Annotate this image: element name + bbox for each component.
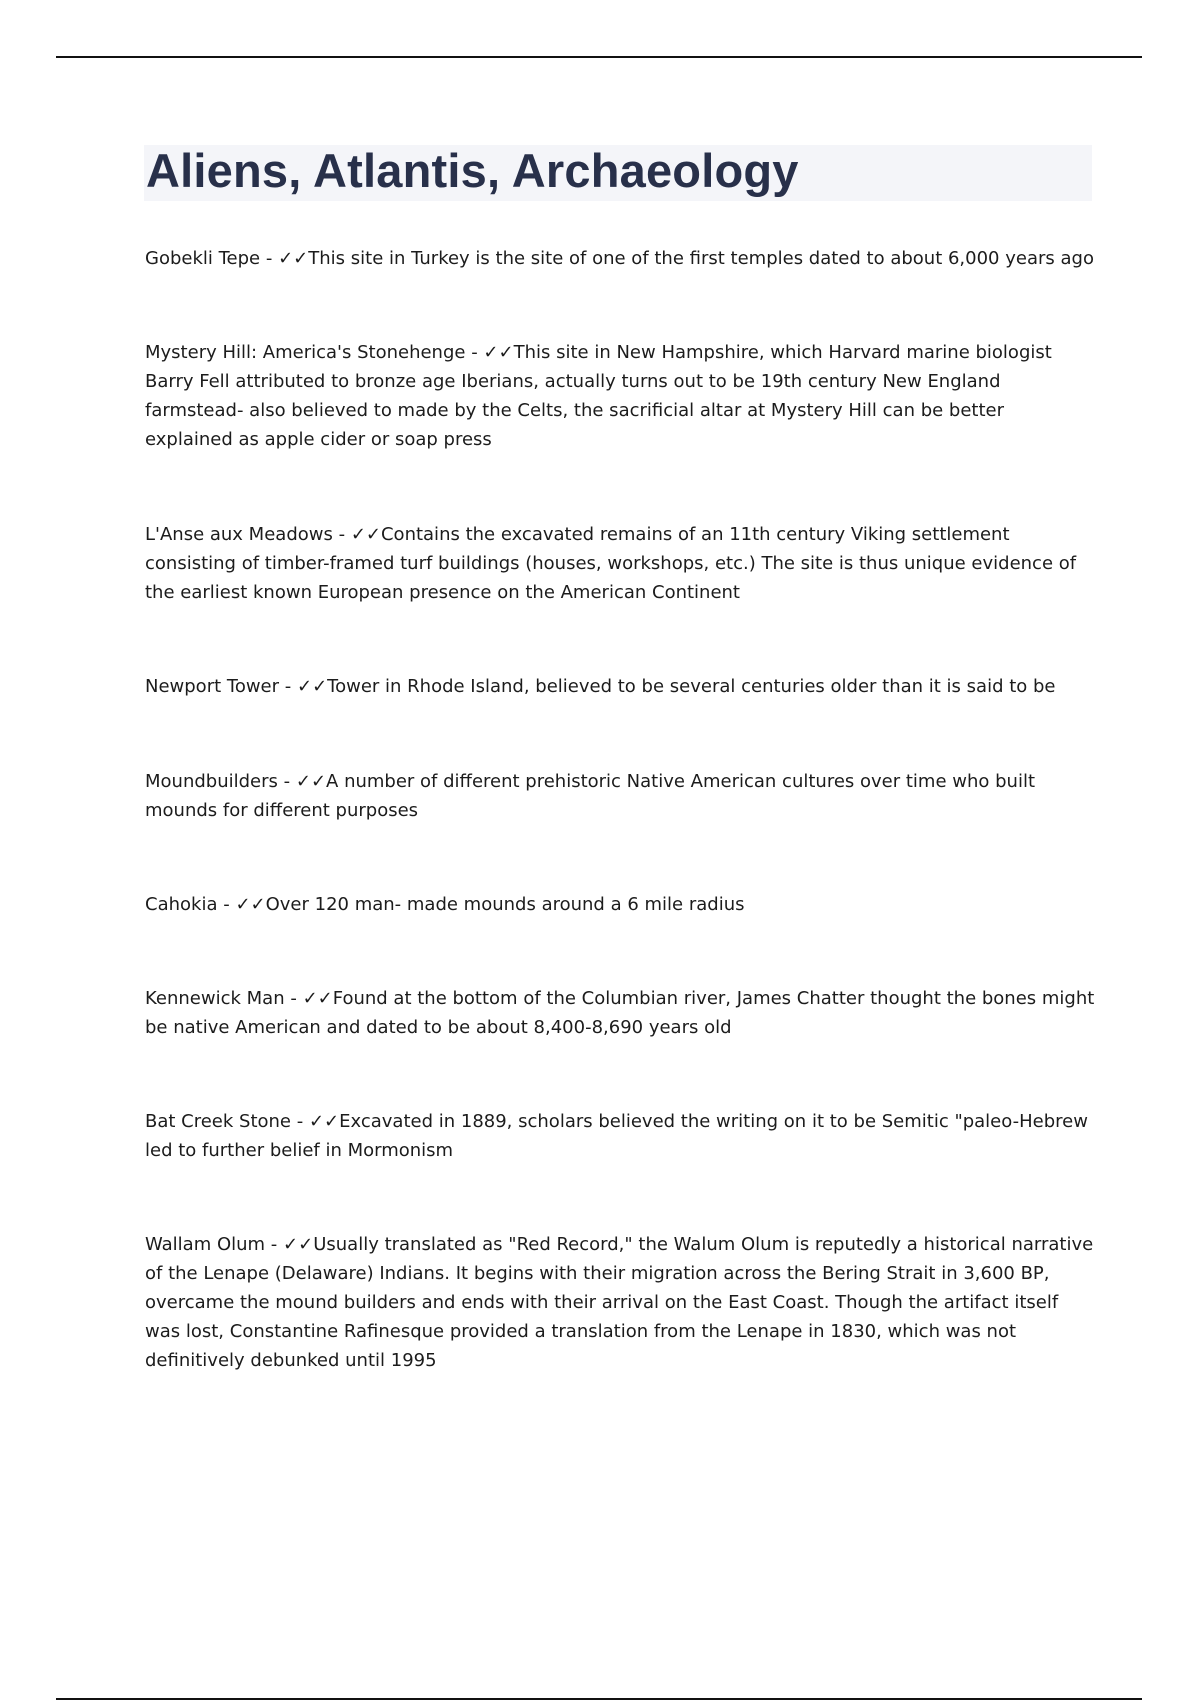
flashcard-entry	[145, 1230, 1095, 1375]
separator: -	[260, 248, 279, 269]
double-check-icon: ✓✓	[283, 1234, 314, 1255]
entry-definition: Over 120 man- made mounds around a 6 mile radius	[265, 894, 745, 915]
entry-term: Moundbuilders	[145, 771, 278, 792]
entry-definition: This site in Turkey is the site of one of the first temples dated to about 6,000 years ago	[308, 248, 1094, 269]
entry-term: Newport Tower	[145, 676, 280, 697]
flashcard-entry	[145, 1107, 1095, 1165]
page-title: Aliens, Atlantis, Archaeology	[146, 144, 799, 197]
entry-term: Kennewick Man	[145, 988, 285, 1009]
entry-term: Gobekli Tepe	[145, 248, 261, 269]
entry-definition: Tower in Rhode Island, believed to be several centuries older than it is said to be	[327, 676, 1056, 697]
separator: -	[277, 771, 296, 792]
double-check-icon: ✓✓	[296, 676, 328, 697]
double-check-icon: ✓✓	[278, 248, 309, 269]
entry-definition: Contains the excavated remains of an 11th century Viking settlement consisting of timber-framed turf buildings (houses, workshops, etc.) The site is thus unique evidence of the earliest known European presence on the American Continent	[145, 524, 1077, 603]
double-check-icon: ✓✓	[483, 342, 514, 363]
separator: -	[265, 1234, 284, 1255]
flashcard-entry	[145, 984, 1095, 1042]
flashcard-entry	[145, 244, 1095, 273]
double-check-icon: ✓✓	[350, 524, 381, 545]
separator: -	[291, 1111, 309, 1132]
double-check-icon: ✓✓	[235, 894, 266, 915]
separator: -	[332, 524, 351, 545]
entry-term: L'Anse aux Meadows	[145, 524, 333, 545]
top-rule	[56, 56, 1142, 58]
separator: -	[217, 894, 236, 915]
entry-definition: Usually translated as "Red Record," the Walum Olum is reputedly a historical narrative of the Lenape (Delaware) Indians. It begins with their migration across the Bering Strait in 3,600 BP, overcame the mound builders and ends with their arrival on the East Coast. Though the artifact itself was lost, Constantine Rafinesque provided a translation from the Lenape in 1830, which was not definitively debunked until 1995	[145, 1234, 1094, 1371]
entry-definition: A number of different prehistoric Native American cultures over time who built mounds for different purposes	[145, 771, 1036, 821]
separator: -	[465, 342, 484, 363]
entry-definition: Found at the bottom of the Columbian river, James Chatter thought the bones might be native American and dated to be about 8,400-8,690 years old	[145, 988, 1095, 1038]
double-check-icon: ✓✓	[308, 1111, 340, 1132]
double-check-icon: ✓✓	[295, 771, 327, 792]
separator: -	[284, 988, 303, 1009]
double-check-icon: ✓✓	[302, 988, 333, 1009]
flashcard-entry	[145, 672, 1095, 701]
separator: -	[279, 676, 297, 697]
entry-term: Cahokia	[145, 894, 218, 915]
entry-term: Mystery Hill: America's Stonehenge	[145, 342, 466, 363]
entry-term: Wallam Olum	[145, 1234, 266, 1255]
entry-term: Bat Creek Stone	[145, 1111, 292, 1132]
flashcard-entry	[145, 520, 1095, 607]
flashcard-entry	[145, 767, 1095, 825]
flashcard-entry	[145, 890, 1095, 919]
entry-definition: Excavated in 1889, scholars believed the writing on it to be Semitic "paleo-Hebrew led to further belief in Mormonism	[145, 1111, 1088, 1161]
entry-definition: This site in New Hampshire, which Harvard marine biologist Barry Fell attributed to bronze age Iberians, actually turns out to be 19th century New England farmstead- also believed to made by the Celts, the sacrificial altar at Mystery Hill can be better explained as apple cider or soap press	[145, 342, 1052, 450]
flashcard-entry	[145, 338, 1095, 454]
